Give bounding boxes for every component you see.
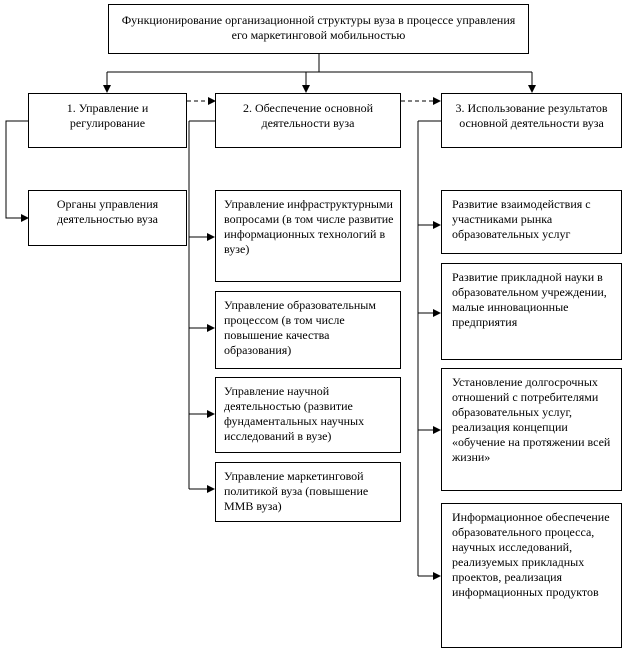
col2-item-text: Управление научной деятельностью (развитие фундаментальных научных исследований в вузе) bbox=[224, 384, 365, 443]
col1-bracket bbox=[6, 121, 28, 218]
col1-header-box bbox=[28, 93, 187, 148]
col2-item-box bbox=[215, 190, 401, 282]
col1-item-text: Органы управления деятельностью вуза bbox=[56, 197, 159, 226]
col3-item-text: Развитие прикладной науки в образовательном учреждении, малые инновационные предприятия bbox=[452, 270, 607, 329]
col3-item-box bbox=[441, 368, 622, 491]
col2-item-text: Управление инфраструктурными вопросами (в том числе развитие информационных технологий в вузе) bbox=[224, 197, 394, 256]
col3-header-text: 3. Использование результатов основной деятельности вуза bbox=[455, 101, 608, 130]
col3-item-text: Установление долгосрочных отношений с потребителями образовательных услуг, реализация концепции «обучение на протяжении всей жизни» bbox=[452, 375, 611, 464]
col2-item-box bbox=[215, 377, 401, 453]
col2-item-box bbox=[215, 462, 401, 522]
col3-item-box bbox=[441, 190, 622, 254]
col1-item-box bbox=[28, 190, 187, 246]
col3-item-box bbox=[441, 263, 622, 360]
col1-header-text: 1. Управление и регулирование bbox=[66, 101, 149, 130]
col3-item-text: Развитие взаимодействия с участниками рынка образовательных услуг bbox=[452, 197, 591, 241]
title-box bbox=[108, 4, 529, 54]
col2-header-text: 2. Обеспечение основной деятельности вуза bbox=[242, 101, 374, 130]
title-text: Функционирование организационной структуры вуза в процессе управления его маркетинговой мобильностью bbox=[121, 13, 516, 42]
col2-item-text: Управление маркетинговой политикой вуза (повышение ММВ вуза) bbox=[224, 469, 369, 513]
col2-item-box bbox=[215, 291, 401, 369]
col3-item-text: Информационное обеспечение образовательного процесса, научных исследований, реализуемых прикладных проектов, реализация информационных продуктов bbox=[452, 510, 610, 599]
col2-header-box bbox=[215, 93, 401, 148]
col2-item-text: Управление образовательным процессом (в том числе повышение качества образования) bbox=[224, 298, 376, 357]
col3-item-box bbox=[441, 503, 622, 648]
col3-header-box bbox=[441, 93, 622, 148]
